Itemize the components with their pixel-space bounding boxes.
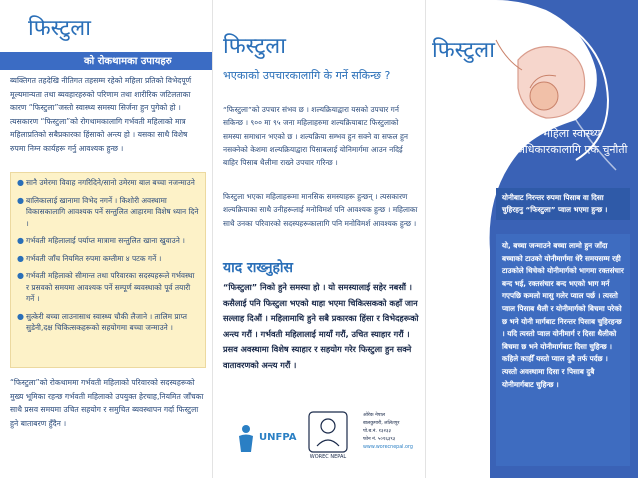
list-item [17, 270, 199, 305]
worec-text: WOREC NEPAL [309, 454, 347, 460]
unfpa-text: UNFPA [259, 432, 297, 443]
address-block [363, 412, 423, 452]
list-item [17, 253, 199, 265]
worec-logo [301, 410, 355, 466]
list-item-text: सुत्केरी बच्चा लाउनासाथ स्वास्थ्य चौकी लैजाने । तालिम प्राप्त सुडेनी,दक्ष चिकित्सकहरूको सहयोगमा बच्चा जन्माउने । [26, 311, 187, 332]
website-link[interactable]: www.worecnepal.org [363, 445, 413, 450]
prevention-list [10, 172, 206, 368]
panel2-body-1: “फिस्टुला”को उपचार संभव छ । शल्यक्रियाद्वारा यसको उपचार गर्न सकिन्छ । ९०० मा ९५ जना महिलाहरुमा शल्यक्रियाबाट फिस्टुलाको समस्या समाधान भएको छ । शल्यक्रिया सम्भव हुन सक्ने वा सफल हुन नसक्नेको केशमा शल्यक्रियाद्वारा पिसाबलाई योनिमार्गमा आउन नदिई बाहिर पिसाब थैलीमा राख्ने उपचार गरिन्छ । [223, 105, 409, 168]
panel1-header [0, 0, 213, 67]
definition-box: योनीबाट निरन्तर रुपमा पिसाब वा दिसा चुहिरहनु “फिस्टुला” प्वाल भएमा हुन्छ । [496, 188, 630, 220]
panel2-body-2: फिस्टुला भएका महिलाहरूमा मानसिक समस्याहरू हुन्छन् । त्यसकारण शल्यक्रियाका साथै उनीहरूलाई मनोविमर्श पनि आवश्यक हुन्छ । महिलाका साथै उनका परिवारको सदस्यहरूकालागि पनि मनोविमर्श आवश्यक हुन्छ । [223, 192, 418, 228]
address-line: ओरेक नेपाल [363, 413, 385, 418]
cause-box: यो, बच्चा जन्माउने बच्चा लामो हुन जाँदा बच्चाको टाउको योनीमार्गमा धेरै समयसम्म रही टाउकोले थिचेको योनीमार्गको भागमा रक्तसंचार बन्द भई, रक्तसंचार बन्द भएको भाग मर्न गएपछि कमलो मासु गलेर प्वाल पर्छ । त्यस्तो प्वाल पिसाब थैली र योनीमार्गको बिचमा परेको छ भने योनी मार्गबाट निरन्तर पिसाब चुहिरहन्छ । यदि त्यस्तो प्वाल योनीमार्ग र दिसा थैलीको बिचमा छ भने योनीमार्गबाट दिसा चुहिन्छ । कहिले काहीँ यस्तो प्वाल दुबै तर्फ पर्दछ । त्यस्तो अवस्थामा दिसा र पिसाब दुबै योनीमार्गबाट चुहिन्छ । [496, 234, 630, 466]
panel-cover [426, 0, 638, 478]
panel1-title: फिस्टुला [28, 16, 91, 41]
bullet-icon: ● [17, 253, 24, 263]
panel2-question: भएकाको उपचारकालागि के गर्ने सकिन्छ ? [223, 69, 391, 82]
unfpa-figure-icon [235, 424, 257, 454]
list-item [17, 235, 199, 247]
list-item [17, 195, 199, 230]
bullet-icon: ● [17, 236, 24, 245]
panel1-subtitle: को रोकथामका उपायहरु [84, 56, 172, 67]
bullet-icon: ● [17, 271, 24, 280]
list-item-text: गर्भवती जाँच नियमित रुपमा कम्तीमा ४ पटक गर्ने । [26, 253, 162, 263]
bullet-icon: ● [17, 311, 24, 321]
panel3-title: फिस्टुला [432, 38, 495, 63]
panel3-heading: महिला स्वास्थ्य अधिकारकालागि एक चुनौती [516, 127, 628, 156]
list-item [17, 177, 199, 189]
panel-prevention [0, 0, 213, 478]
panel2-title: फिस्टुला [223, 34, 286, 59]
list-item-text: गर्भवती महिलाको सीमान्त तथा परिवारका सदस्यहरूले गर्भवस्था र प्रसवको समयमा आवश्यक पर्ने सम्पूर्ण ब्यवस्थाको पूर्व तयारी गर्ने । [26, 271, 195, 303]
panel2-body-3: “फिस्टुला” निको हुने समस्या हो । यो समस्यालाई सहेर नबसौं । कसैलाई पनि फिस्टुला भएको थाहा भएमा चिकित्सकको कहाँ जान सल्लाह दिऔं । महिलामाथि हुने सबै प्रकारका हिंसा र विभेदहरूको अन्त्य गरौं । गर्भवती महिलालाई मायाँ गरौं, उचित स्याहार गरौं । प्रसव अवस्थामा विशेष स्याहार र सहयोग गरेर फिस्टुला हुन सक्ने वातावरणको अन्त्य गरौं । [223, 282, 419, 370]
address-line: फोन नं. ५०१६३९३ [363, 437, 396, 442]
address-line: बालकुमारी, ललितपुर [363, 421, 400, 426]
list-item-text: सानै उमेरमा विवाह नगरिदिने/सानो उमेरमा बाल बच्चा नजन्माउने [26, 178, 195, 187]
panel1-intro: ब्यक्तिगत तहदेखि नीतिगत तहसम्म रहेको महिला प्रतिको विभेदपूर्ण मूल्यमान्यता तथा ब्यवहारहरुको परिणाम तथा शारीरिक जटिलताका कारण “फिस्टुला”जस्तो स्वास्थ्य समस्या सिर्जना हुन पुगेको हो । त्यसकारण “फिस्टुला”को रोगथामकालागि गर्भवती महिलाको मात्र महिलाप्रतिको सबैप्रकारका हिंसाको अन्त्य हो । यसका साथै विशेष रुपमा निम्न कार्यहरू गर्नु आवश्यक हुन्छ । [10, 76, 192, 153]
worec-emblem-icon [301, 410, 355, 454]
panel1-outro: “फिस्टुला”को रोकथाममा गर्भवती महिलाको परिवारको सदस्यहरूको मुख्य भूमिका रहन्छ गर्भवती महिलाको उपयुक्त हेरचाह,नियमित जाँचका साथै प्रसव समयमा उचित सहयोग र समुचित ब्यवस्थापन गर्दा फिस्टुला हुने बाताबरण हुँदैन । [10, 378, 204, 428]
unfpa-logo [235, 420, 297, 460]
list-item-text: बालिकालाई खानामा विभेद नगर्ने । किशोरी अवस्थामा विकासकालागि आवश्यक पर्ने सन्तुलित आहारमा विशेष ध्यान दिने । [26, 195, 199, 228]
bullet-icon: ● [17, 178, 24, 187]
remember-heading: याद राख्नुहोस [223, 260, 293, 276]
list-item-text: गर्भवती महिलालाई पर्याप्त मात्रामा सन्तुलित खाना खुवाउने । [26, 236, 185, 245]
bullet-icon: ● [17, 195, 24, 205]
list-item [17, 311, 199, 334]
address-line: पो.ब.नं. १३२३३ [363, 429, 391, 434]
panel-treatment [213, 0, 426, 478]
